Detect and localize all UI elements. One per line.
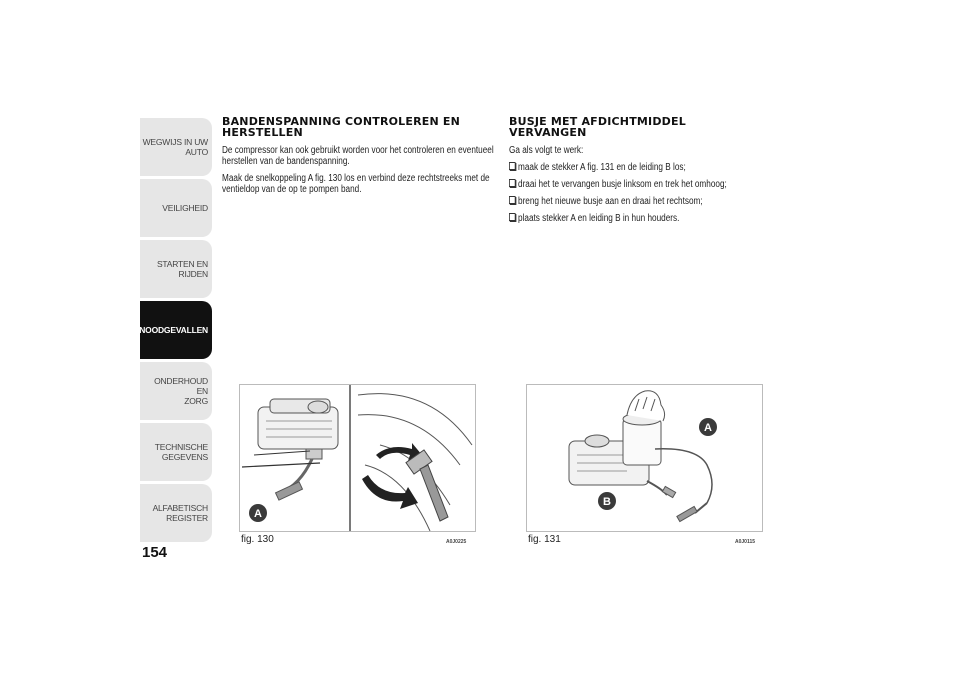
tab-noodgevallen[interactable]: NOODGEVALLEN (140, 301, 212, 359)
sealant-canister-illustration (527, 385, 762, 531)
checkbox-bullet-icon (509, 162, 516, 170)
list-item (509, 213, 679, 225)
figure-131 (526, 384, 763, 532)
checkbox-bullet-icon (509, 179, 516, 187)
tab-alfabetisch-register[interactable]: ALFABETISCH REGISTER (140, 484, 212, 542)
list-item-text: maak de stekker A fig. 131 en de leiding B los; (518, 162, 686, 173)
tab-veiligheid[interactable]: VEILIGHEID (140, 179, 212, 237)
checkbox-bullet-icon (509, 213, 516, 221)
paragraph: Maak de snelkoppeling A fig. 130 los en verbind deze rechtstreeks met de ventieldop van de op te pompen band. (222, 173, 490, 195)
callout-b-label: B (603, 496, 611, 508)
callout-a-label: A (704, 422, 712, 434)
heading-line: BANDENSPANNING CONTROLEREN EN (222, 115, 461, 128)
list-item (509, 179, 727, 191)
tab-onderhoud-en-zorg[interactable]: ONDERHOUD EN ZORG (140, 362, 212, 420)
list-item-text: breng het nieuwe busje aan en draai het rechtsom; (518, 196, 703, 207)
heading-line: VERVANGEN (509, 126, 587, 139)
tab-wegwijs[interactable]: WEGWIJS IN UW AUTO (140, 118, 212, 176)
list-item (509, 196, 703, 208)
checkbox-bullet-icon (509, 196, 516, 204)
figure-caption: fig. 130 (241, 534, 274, 545)
figure-130 (239, 384, 476, 532)
figure-code: A0J0225 (446, 539, 467, 545)
page-number: 154 (142, 544, 168, 561)
tab-starten-en-rijden[interactable]: STARTEN EN RIJDEN (140, 240, 212, 298)
list-item-text: draai het te vervangen busje linksom en trek het omhoog; (518, 179, 727, 190)
heading-line: HERSTELLEN (222, 126, 303, 139)
heading-line: BUSJE MET AFDICHTMIDDEL (509, 115, 686, 128)
figure-code: A0J0115 (735, 539, 756, 545)
paragraph: De compressor kan ook gebruikt worden voor het controleren en eventueel herstellen van de bandenspanning. (222, 145, 494, 167)
compressor-valve-illustration (240, 385, 475, 531)
callout-a-label: A (254, 508, 262, 520)
tab-technische-gegevens[interactable]: TECHNISCHE GEGEVENS (140, 423, 212, 481)
list-item (509, 162, 686, 174)
section-heading-left (222, 116, 460, 138)
intro-text: Ga als volgt te werk: (509, 145, 584, 156)
list-item-text: plaats stekker A en leiding B in hun houders. (518, 213, 680, 224)
figure-caption: fig. 131 (528, 534, 561, 545)
section-heading-right (509, 116, 686, 138)
